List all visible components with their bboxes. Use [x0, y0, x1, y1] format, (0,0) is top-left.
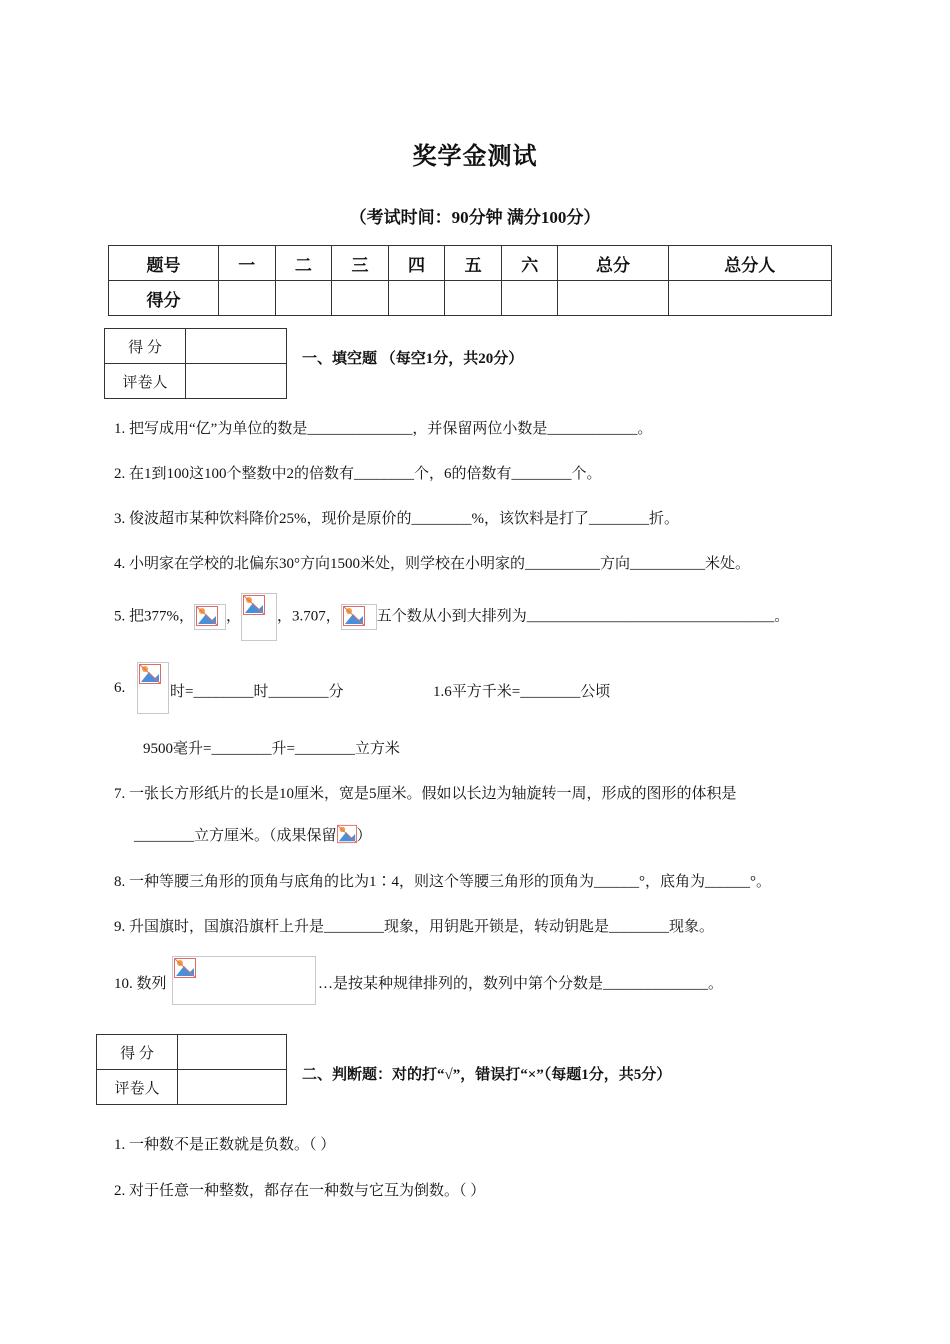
question-7-line2	[134, 824, 372, 849]
q5-text-c2: ，3.707，	[277, 608, 341, 625]
section2-grader-box	[96, 1034, 287, 1105]
q6-number: 6.	[114, 680, 126, 696]
q5-text-pre: 5. 把377%，	[114, 608, 194, 625]
question-3: 3. 俊波超市某种饮料降价25%，现价是原价的________%，该饮料是打了________折。	[114, 511, 679, 527]
q6-part-a: 时=________时________分	[170, 684, 344, 700]
exam-info: （考试时间：90分钟 满分100分）	[349, 208, 601, 227]
grader-entry[interactable]	[186, 364, 287, 399]
score-cell[interactable]	[275, 281, 332, 316]
question-7: 7. 一张长方形纸片的长是10厘米，宽是5厘米。假如以长边为轴旋转一周，形成的图形的体积是	[114, 786, 737, 802]
q10-text-pre: 10. 数列	[114, 976, 167, 992]
header-cell: 题号	[109, 246, 219, 281]
header-cell: 总分人	[668, 246, 832, 281]
question-5	[114, 593, 789, 641]
q7-line2-post: ）	[356, 828, 372, 844]
row-label: 得分	[109, 281, 219, 316]
section1-heading: 一、填空题 （每空1分，共20分）	[302, 351, 524, 367]
broken-image-icon	[194, 604, 226, 630]
header-cell: 总分	[558, 246, 668, 281]
broken-image-icon	[337, 824, 357, 849]
q6-image	[137, 662, 169, 714]
score-label: 得 分	[97, 1035, 178, 1070]
score-label: 得 分	[105, 329, 186, 364]
question-9: 9. 升国旗时，国旗沿旗杆上升是________现象，用钥匙开锁是，转动钥匙是________现象。	[114, 919, 715, 935]
question-2: 2. 在1到100这100个整数中2的倍数有________个，6的倍数有________个。	[114, 466, 602, 482]
score-table-header-row	[109, 246, 832, 281]
header-cell: 四	[388, 246, 445, 281]
score-entry[interactable]	[178, 1035, 287, 1070]
score-entry[interactable]	[186, 329, 287, 364]
judge-question-1: 1. 一种数不是正数就是负数。（ ）	[114, 1137, 336, 1153]
score-cell[interactable]	[668, 281, 832, 316]
grader-entry[interactable]	[178, 1070, 287, 1105]
score-table-score-row	[109, 281, 832, 316]
q10-text-post: …是按某种规律排列的，数列中第个分数是______________。	[318, 976, 724, 992]
score-cell[interactable]	[332, 281, 389, 316]
header-cell: 五	[445, 246, 502, 281]
q10-image	[172, 956, 316, 1005]
score-cell[interactable]	[219, 281, 276, 316]
header-cell: 六	[501, 246, 558, 281]
page-title: 奖学金测试	[412, 144, 538, 170]
broken-image-icon	[241, 593, 277, 641]
score-cell[interactable]	[501, 281, 558, 316]
header-cell: 二	[275, 246, 332, 281]
broken-image-icon	[341, 604, 377, 630]
broken-image-icon	[172, 956, 316, 1005]
section1-grader-box	[104, 328, 287, 399]
q6-part-c: 9500毫升=________升=________立方米	[143, 741, 400, 757]
q5-text-c1: ，	[226, 608, 242, 625]
question-8: 8. 一种等腰三角形的顶角与底角的比为1∶4，则这个等腰三角形的顶角为______°，底角为______°。	[114, 874, 772, 890]
question-1: 1. 把写成用“亿”为单位的数是______________，并保留两位小数是____________。	[114, 421, 653, 437]
q7-line2-pre: ________立方厘米。（成果保留	[134, 828, 337, 844]
broken-image-icon	[137, 662, 169, 714]
q5-text-post: 五个数从小到大排列为_________________________________。	[376, 608, 790, 625]
grader-label: 评卷人	[105, 364, 186, 399]
question-4: 4. 小明家在学校的北偏东30°方向1500米处，则学校在小明家的__________方向__________米处。	[114, 556, 751, 572]
score-table	[108, 245, 832, 316]
header-cell: 一	[219, 246, 276, 281]
score-cell[interactable]	[558, 281, 668, 316]
score-cell[interactable]	[445, 281, 502, 316]
grader-label: 评卷人	[97, 1070, 178, 1105]
q6-part-b: 1.6平方千米=________公顷	[433, 684, 611, 700]
judge-question-2: 2. 对于任意一种整数，都存在一种数与它互为倒数。（ ）	[114, 1183, 486, 1199]
header-cell: 三	[332, 246, 389, 281]
section2-heading: 二、判断题：对的打“√”，错误打“×”（每题1分，共5分）	[302, 1067, 672, 1083]
score-cell[interactable]	[388, 281, 445, 316]
